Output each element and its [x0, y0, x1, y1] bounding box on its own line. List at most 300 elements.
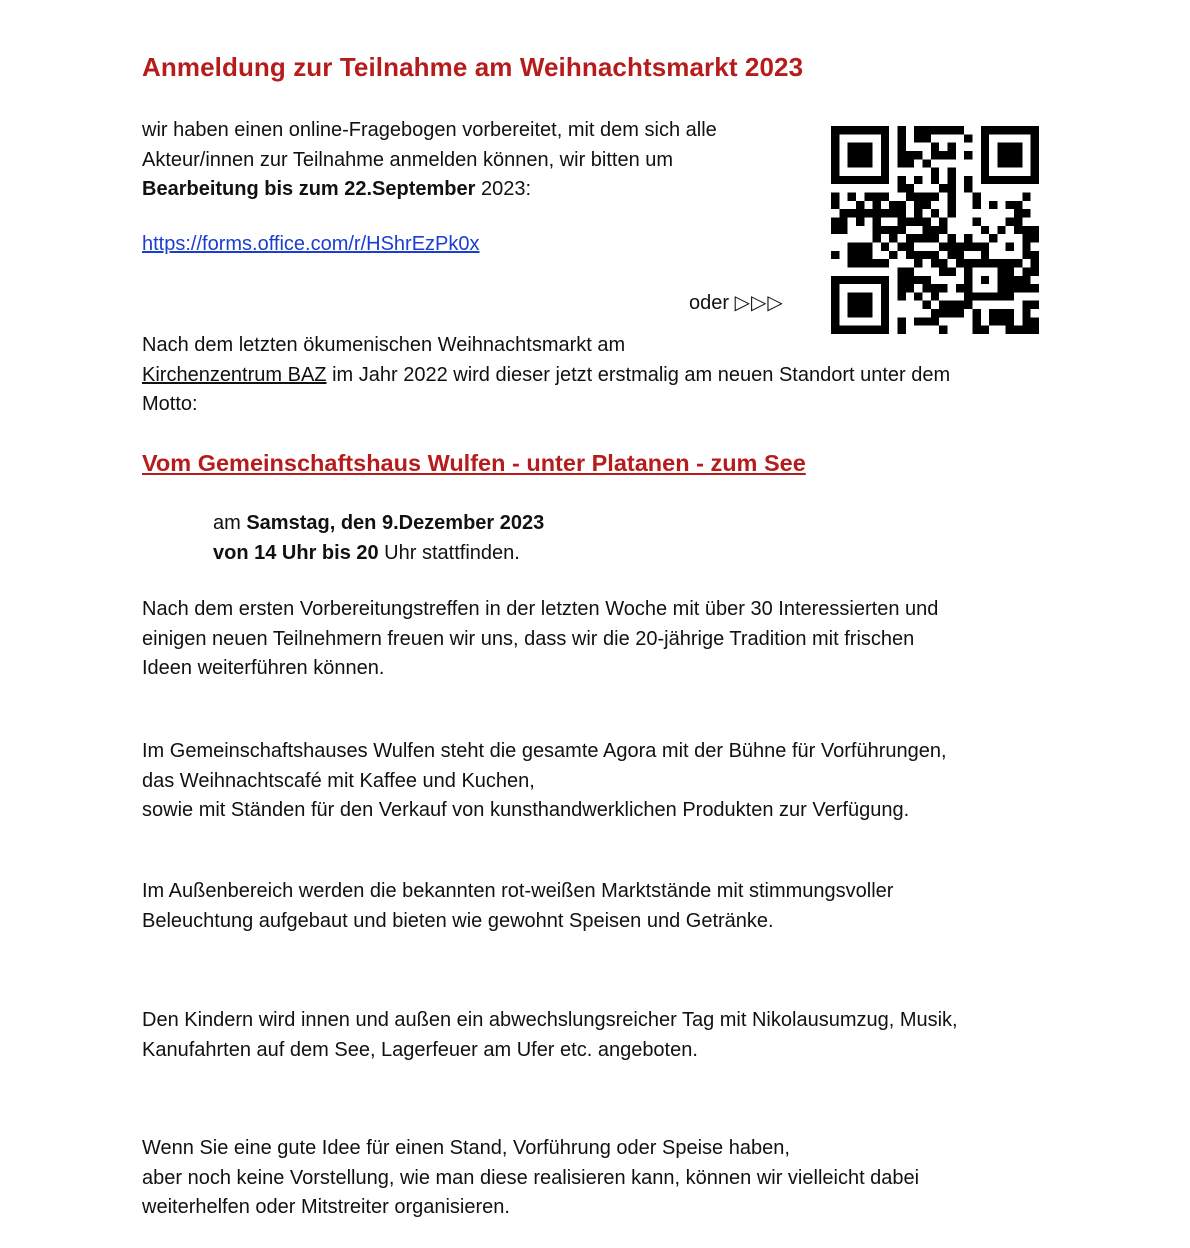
- paragraph5-line-1: Im Außenbereich werden die bekannten rot-weißen Marktstände mit stimmungsvoller: [142, 880, 894, 902]
- deadline-text: Bearbeitung bis zum 22.September: [142, 178, 476, 200]
- paragraph7-line-3: weiterhelfen oder Mitstreiter organisieren.: [142, 1196, 510, 1218]
- qr-module: [881, 151, 889, 159]
- qr-module: [906, 234, 914, 242]
- event-date-bold: Samstag, den 9.Dezember 2023: [246, 512, 545, 534]
- paragraph-previous-market: [142, 331, 1042, 420]
- qr-module: [931, 292, 939, 300]
- qr-module: [1006, 276, 1014, 284]
- qr-module: [881, 301, 889, 309]
- event-date-prefix: am: [213, 512, 247, 534]
- qr-module: [881, 309, 889, 317]
- qr-module: [989, 317, 997, 325]
- paragraph2-line-2-rest: im Jahr 2022 wird dieser jetzt erstmalig am neuen Standort unter dem: [326, 363, 951, 386]
- qr-module: [898, 284, 906, 292]
- qr-module: [923, 218, 931, 226]
- qr-module: [848, 301, 856, 309]
- qr-module: [914, 251, 922, 259]
- qr-module: [1031, 176, 1039, 184]
- intro-line-1: wir haben einen online-Fragebogen vorbereitet, mit dem sich alle: [142, 119, 717, 141]
- qr-module: [981, 259, 989, 267]
- qr-module: [881, 193, 889, 201]
- qr-module: [931, 151, 939, 159]
- qr-module: [898, 292, 906, 300]
- qr-module: [923, 226, 931, 234]
- qr-module: [906, 159, 914, 167]
- qr-module: [831, 309, 839, 317]
- event-time-bold: von 14 Uhr bis 20: [213, 541, 379, 564]
- qr-module: [1031, 159, 1039, 167]
- qr-module: [898, 218, 906, 226]
- event-time-line: [213, 539, 1013, 569]
- qr-module: [964, 176, 972, 184]
- qr-module: [981, 276, 989, 284]
- event-time-rest: Uhr stattfinden.: [378, 541, 520, 564]
- qr-module: [1006, 284, 1014, 292]
- qr-module: [947, 151, 955, 159]
- form-link[interactable]: https://forms.office.com/r/HShrEzPk0x: [142, 233, 480, 255]
- qr-module: [889, 209, 897, 217]
- qr-module: [981, 159, 989, 167]
- qr-module: [1014, 276, 1022, 284]
- qr-module: [831, 276, 839, 284]
- intro-paragraph: [142, 116, 822, 205]
- qr-module: [873, 218, 881, 226]
- qr-module: [997, 126, 1005, 134]
- qr-module: [997, 317, 1005, 325]
- qr-module: [956, 242, 964, 250]
- event-date-line: [213, 509, 1013, 539]
- qr-module: [864, 126, 872, 134]
- qr-module: [989, 201, 997, 209]
- qr-module: [906, 184, 914, 192]
- qr-code-icon[interactable]: [831, 126, 1039, 334]
- qr-module: [881, 284, 889, 292]
- qr-module: [881, 226, 889, 234]
- paragraph-children: [142, 1006, 1062, 1065]
- qr-module: [939, 309, 947, 317]
- qr-module: [947, 251, 955, 259]
- qr-module: [831, 301, 839, 309]
- qr-module: [997, 176, 1005, 184]
- qr-module: [931, 284, 939, 292]
- qr-module: [947, 234, 955, 242]
- qr-module: [964, 276, 972, 284]
- qr-module: [839, 218, 847, 226]
- qr-module: [1014, 218, 1022, 226]
- qr-module: [848, 151, 856, 159]
- qr-module: [856, 276, 864, 284]
- qr-module: [989, 259, 997, 267]
- qr-module: [914, 151, 922, 159]
- qr-module: [914, 218, 922, 226]
- qr-module: [923, 276, 931, 284]
- qr-module: [1031, 267, 1039, 275]
- qr-module: [839, 209, 847, 217]
- paragraph-community-house: [142, 737, 1062, 826]
- qr-module: [981, 226, 989, 234]
- qr-module: [997, 143, 1005, 151]
- paragraph2-line-3: Motto:: [142, 393, 198, 415]
- qr-module: [864, 193, 872, 201]
- qr-module: [864, 301, 872, 309]
- qr-module: [1031, 284, 1039, 292]
- qr-module: [1031, 126, 1039, 134]
- qr-module: [856, 176, 864, 184]
- qr-module: [1022, 317, 1030, 325]
- qr-module: [989, 126, 997, 134]
- qr-module: [881, 134, 889, 142]
- qr-module: [1031, 301, 1039, 309]
- qr-module: [831, 151, 839, 159]
- qr-module: [931, 317, 939, 325]
- qr-module: [931, 126, 939, 134]
- qr-module: [923, 201, 931, 209]
- qr-module: [972, 317, 980, 325]
- qr-module: [864, 309, 872, 317]
- qr-module: [831, 143, 839, 151]
- qr-module: [1022, 276, 1030, 284]
- qr-module: [931, 168, 939, 176]
- qr-module: [981, 251, 989, 259]
- qr-module: [997, 226, 1005, 234]
- qr-module: [972, 309, 980, 317]
- qr-module: [856, 218, 864, 226]
- qr-module: [931, 259, 939, 267]
- qr-module: [923, 193, 931, 201]
- qr-module: [923, 126, 931, 134]
- qr-module: [1022, 301, 1030, 309]
- qr-module: [898, 126, 906, 134]
- qr-module: [972, 292, 980, 300]
- qr-module: [848, 159, 856, 167]
- paragraph2-line-1: Nach dem letzten ökumenischen Weihnachtsmarkt am: [142, 334, 626, 356]
- qr-module: [848, 309, 856, 317]
- qr-module: [881, 168, 889, 176]
- qr-module: [856, 159, 864, 167]
- qr-module: [981, 292, 989, 300]
- qr-module: [848, 176, 856, 184]
- qr-module: [898, 242, 906, 250]
- qr-module: [1006, 267, 1014, 275]
- motto-heading: Vom Gemeinschaftshaus Wulfen - unter Platanen - zum See: [142, 450, 806, 476]
- qr-module: [848, 251, 856, 259]
- qr-module: [873, 276, 881, 284]
- qr-module: [864, 276, 872, 284]
- qr-module: [864, 176, 872, 184]
- qr-module: [898, 226, 906, 234]
- qr-module: [848, 292, 856, 300]
- qr-module: [997, 151, 1005, 159]
- qr-module: [864, 292, 872, 300]
- oder-hint: [689, 290, 784, 315]
- qr-module: [964, 151, 972, 159]
- qr-module: [914, 259, 922, 267]
- qr-module: [1022, 242, 1030, 250]
- qr-module: [956, 251, 964, 259]
- qr-module: [1014, 143, 1022, 151]
- event-date: [213, 509, 1013, 568]
- qr-module: [947, 126, 955, 134]
- qr-module: [881, 317, 889, 325]
- qr-module: [856, 259, 864, 267]
- qr-module: [881, 176, 889, 184]
- paragraph6-line-2: Kanufahrten auf dem See, Lagerfeuer am Ufer etc. angeboten.: [142, 1038, 698, 1061]
- qr-module: [898, 151, 906, 159]
- qr-module: [856, 292, 864, 300]
- paragraph3-line-1: Nach dem ersten Vorbereitungstreffen in der letzten Woche mit über 30 Interessierten und: [142, 598, 939, 620]
- qr-module: [1014, 226, 1022, 234]
- qr-module: [906, 267, 914, 275]
- qr-module: [947, 143, 955, 151]
- qr-module: [989, 176, 997, 184]
- qr-module: [1014, 151, 1022, 159]
- qr-module: [956, 126, 964, 134]
- qr-module: [914, 201, 922, 209]
- qr-module: [923, 134, 931, 142]
- qr-module: [1031, 234, 1039, 242]
- qr-module: [831, 226, 839, 234]
- qr-module: [1006, 317, 1014, 325]
- qr-module: [848, 242, 856, 250]
- qr-module: [931, 143, 939, 151]
- qr-module: [1006, 218, 1014, 226]
- qr-module: [923, 159, 931, 167]
- qr-module: [881, 276, 889, 284]
- qr-module: [873, 209, 881, 217]
- qr-module: [1014, 259, 1022, 267]
- qr-module: [831, 317, 839, 325]
- qr-module: [956, 284, 964, 292]
- qr-module: [873, 193, 881, 201]
- qr-module: [1031, 134, 1039, 142]
- qr-module: [964, 242, 972, 250]
- qr-module: [864, 159, 872, 167]
- qr-module: [939, 126, 947, 134]
- qr-module: [939, 259, 947, 267]
- qr-module: [956, 259, 964, 267]
- qr-module: [964, 234, 972, 242]
- qr-module: [839, 226, 847, 234]
- document-title: Anmeldung zur Teilnahme am Weihnachtsmarkt 2023: [142, 52, 804, 82]
- qr-module: [864, 209, 872, 217]
- qr-module: [931, 209, 939, 217]
- qr-module: [856, 209, 864, 217]
- qr-module: [1022, 309, 1030, 317]
- qr-module: [997, 159, 1005, 167]
- qr-module: [856, 301, 864, 309]
- qr-module: [997, 292, 1005, 300]
- qr-module: [964, 284, 972, 292]
- qr-module: [1006, 201, 1014, 209]
- qr-module: [1006, 151, 1014, 159]
- qr-module: [881, 126, 889, 134]
- qr-module: [1022, 193, 1030, 201]
- paragraph-ideas: [142, 1134, 1062, 1223]
- qr-module: [906, 151, 914, 159]
- qr-module: [947, 176, 955, 184]
- qr-module: [956, 309, 964, 317]
- place-name: Kirchenzentrum BAZ: [142, 363, 327, 386]
- qr-module: [1014, 209, 1022, 217]
- qr-module: [831, 168, 839, 176]
- qr-module: [898, 267, 906, 275]
- qr-module: [906, 276, 914, 284]
- qr-module: [1031, 143, 1039, 151]
- qr-module: [972, 259, 980, 267]
- qr-module: [914, 317, 922, 325]
- qr-module: [964, 301, 972, 309]
- qr-module: [848, 193, 856, 201]
- qr-module: [831, 159, 839, 167]
- triangle-arrows-icon: ▷▷▷: [734, 292, 784, 314]
- qr-module: [873, 234, 881, 242]
- qr-module: [856, 201, 864, 209]
- qr-module: [964, 184, 972, 192]
- qr-module: [939, 218, 947, 226]
- qr-module: [981, 168, 989, 176]
- qr-module: [864, 151, 872, 159]
- qr-module: [981, 134, 989, 142]
- qr-module: [914, 126, 922, 134]
- qr-module: [923, 284, 931, 292]
- qr-module: [831, 284, 839, 292]
- paragraph5-line-2: Beleuchtung aufgebaut und bieten wie gewohnt Speisen und Getränke.: [142, 909, 774, 932]
- qr-module: [1006, 159, 1014, 167]
- qr-module: [856, 143, 864, 151]
- qr-module: [881, 292, 889, 300]
- qr-module: [947, 209, 955, 217]
- qr-module: [1014, 176, 1022, 184]
- qr-module: [939, 184, 947, 192]
- qr-module: [831, 251, 839, 259]
- qr-module: [939, 242, 947, 250]
- qr-module: [906, 251, 914, 259]
- qr-module: [1022, 251, 1030, 259]
- qr-module: [997, 284, 1005, 292]
- qr-module: [831, 193, 839, 201]
- qr-module: [923, 301, 931, 309]
- paragraph3-line-2: einigen neuen Teilnehmern freuen wir uns, dass wir die 20-jährige Tradition mit frischen: [142, 627, 915, 650]
- paragraph4-line-2: das Weihnachtscafé mit Kaffee und Kuchen,: [142, 769, 535, 792]
- qr-module: [923, 251, 931, 259]
- intro-line-2: Akteur/innen zur Teilnahme anmelden können, wir bitten um: [142, 148, 674, 171]
- qr-module: [972, 218, 980, 226]
- qr-module: [898, 143, 906, 151]
- qr-module: [864, 143, 872, 151]
- qr-module: [831, 134, 839, 142]
- qr-module: [1014, 126, 1022, 134]
- qr-module: [931, 176, 939, 184]
- qr-module: [939, 267, 947, 275]
- paragraph3-line-3: Ideen weiterführen können.: [142, 657, 385, 679]
- qr-module: [848, 259, 856, 267]
- qr-module: [989, 292, 997, 300]
- paragraph-outdoor: [142, 877, 1062, 936]
- qr-module: [931, 234, 939, 242]
- qr-module: [1031, 151, 1039, 159]
- qr-module: [972, 242, 980, 250]
- qr-module: [906, 193, 914, 201]
- deadline-year: 2023:: [475, 178, 532, 200]
- qr-module: [906, 242, 914, 250]
- qr-module: [1006, 292, 1014, 300]
- qr-module: [889, 251, 897, 259]
- qr-module: [972, 193, 980, 201]
- qr-module: [939, 301, 947, 309]
- qr-module: [1006, 242, 1014, 250]
- qr-module: [856, 309, 864, 317]
- qr-module: [931, 226, 939, 234]
- qr-module: [1031, 226, 1039, 234]
- qr-module: [997, 267, 1005, 275]
- qr-module: [947, 242, 955, 250]
- paragraph6-line-1: Den Kindern wird innen und außen ein abwechslungsreicher Tag mit Nikolausumzug, Musik,: [142, 1009, 958, 1031]
- qr-module: [898, 209, 906, 217]
- qr-module: [831, 176, 839, 184]
- qr-module: [898, 159, 906, 167]
- qr-module: [873, 176, 881, 184]
- qr-module: [873, 126, 881, 134]
- qr-module: [1006, 126, 1014, 134]
- paragraph4-line-1: Im Gemeinschaftshauses Wulfen steht die gesamte Agora mit der Bühne für Vorführungen,: [142, 740, 947, 762]
- qr-module: [898, 317, 906, 325]
- qr-module: [947, 193, 955, 201]
- qr-module: [947, 184, 955, 192]
- qr-module: [848, 209, 856, 217]
- qr-module: [1014, 284, 1022, 292]
- qr-module: [1014, 159, 1022, 167]
- qr-module: [839, 176, 847, 184]
- qr-module: [864, 251, 872, 259]
- qr-module: [947, 201, 955, 209]
- qr-module: [964, 134, 972, 142]
- qr-module: [889, 234, 897, 242]
- qr-module: [856, 251, 864, 259]
- qr-module: [947, 309, 955, 317]
- qr-module: [898, 134, 906, 142]
- qr-module: [889, 226, 897, 234]
- qr-module: [981, 242, 989, 250]
- qr-module: [947, 301, 955, 309]
- paragraph7-line-2: aber noch keine Vorstellung, wie man diese realisieren kann, können wir vielleicht dabei: [142, 1166, 920, 1189]
- paragraph-preparation: [142, 595, 1052, 684]
- qr-module: [981, 143, 989, 151]
- qr-module: [848, 126, 856, 134]
- qr-module: [914, 292, 922, 300]
- qr-module: [931, 251, 939, 259]
- qr-module: [889, 201, 897, 209]
- qr-module: [914, 276, 922, 284]
- qr-module: [881, 242, 889, 250]
- qr-module: [864, 259, 872, 267]
- qr-module: [964, 259, 972, 267]
- paragraph7-line-1: Wenn Sie eine gute Idee für einen Stand, Vorführung oder Speise haben,: [142, 1137, 790, 1159]
- qr-module: [931, 193, 939, 201]
- qr-module: [864, 242, 872, 250]
- qr-module: [981, 126, 989, 134]
- intro-line-3: [142, 175, 822, 205]
- qr-module: [1022, 126, 1030, 134]
- qr-module: [931, 309, 939, 317]
- qr-module: [831, 292, 839, 300]
- qr-module: [914, 193, 922, 201]
- qr-module: [997, 276, 1005, 284]
- qr-module: [981, 176, 989, 184]
- qr-module: [1006, 259, 1014, 267]
- qr-module: [839, 126, 847, 134]
- qr-module: [1031, 168, 1039, 176]
- qr-module: [839, 276, 847, 284]
